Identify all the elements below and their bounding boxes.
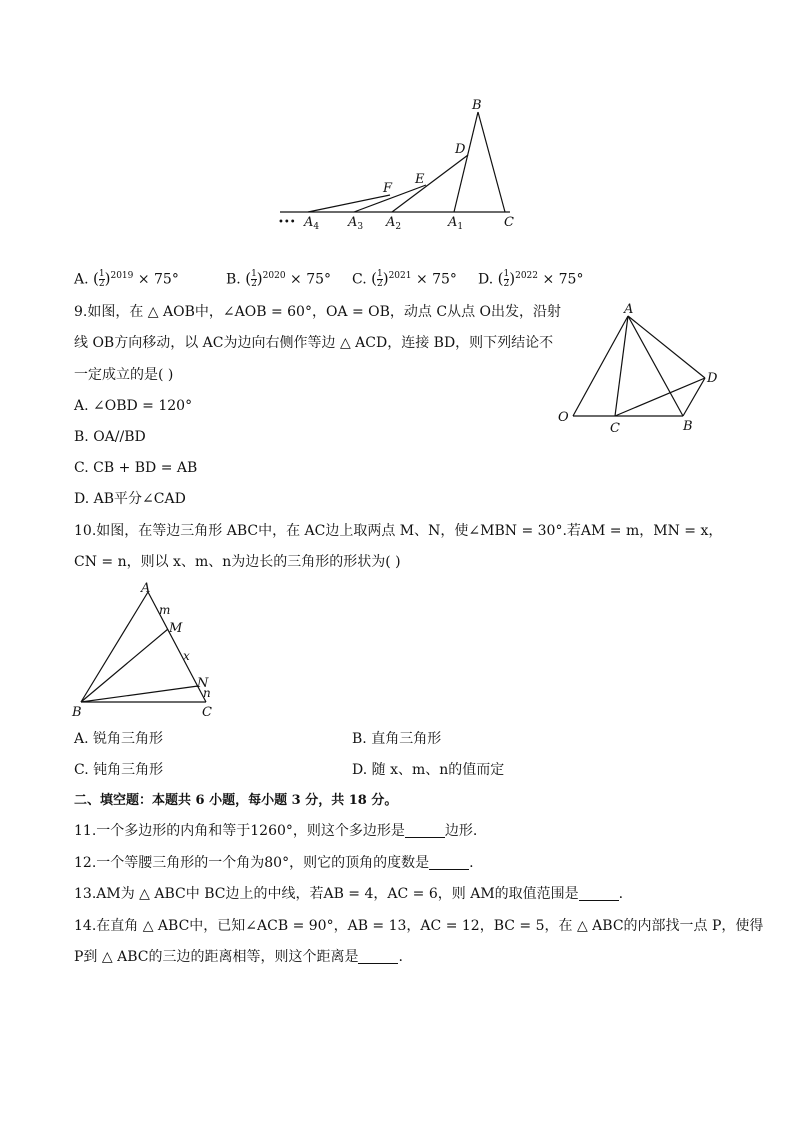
segment-o-a [573,316,628,416]
segment-b-n [81,686,198,702]
label-o: O [558,410,569,425]
q8-option-b: B. ( $\frac{1}{2}$ )$^{2020}$ × 75° [226,269,332,290]
q9-line-3: 一定成立的是( ) [74,367,174,383]
label-a4: $A_4$ [304,215,320,232]
figure-q8 [270,95,530,235]
q10-option-d: D. 随 x、m、n的值而定 [352,762,505,778]
q8-option-a: A. ( $\frac{1}{2}$ )$^{2019}$ × 75° [74,269,179,290]
q9-line-2: 线 OB方向移动，以 AC为边向右侧作等边 △ ACD，连接 BD，则下列结论不 [74,335,554,351]
segment-a1-b [454,112,478,212]
label-c: C [610,421,620,436]
q12: 12.一个等腰三角形的一个角为80°，则它的顶角的度数是 . [74,855,474,871]
label-a: A [141,581,151,596]
label-dots: ••• [278,217,296,228]
label-e: E [415,172,425,187]
segment-a-c [615,316,628,416]
q10-line-1: 10.如图，在等边三角形 ABC中，在 AC边上取两点 M、N，使∠MBN = 30°.若AM = m，MN = x， [74,523,723,539]
label-n-small: n [203,686,211,700]
label-b: B [683,419,693,434]
q13-answer-blank[interactable] [579,886,619,901]
q14-line-1: 14.在直角 △ ABC中，已知∠ACB = 90°，AB = 13，AC = 12，BC = 5，在 △ ABC的内部找一点 P，使得 [74,918,764,934]
label-b: B [472,98,482,113]
q12-answer-blank[interactable] [429,855,469,870]
q9-option-a: A. ∠OBD = 120° [74,398,193,414]
label-f: F [383,181,393,196]
label-a: A [624,302,634,317]
segment-a-b [628,316,683,416]
segment-b-a [81,592,148,702]
label-a2: $A_2$ [386,215,402,232]
q10-option-c: C. 钝角三角形 [74,762,164,778]
q8-option-d: D. ( $\frac{1}{2}$ )$^{2022}$ × 75° [478,269,584,290]
label-m: M [169,621,183,636]
q14-line-2: P到 △ ABC的三边的距离相等，则这个距离是 . [74,949,403,965]
q10-line-2: CN = n，则以 x、m、n为边长的三角形的形状为( ) [74,554,401,570]
label-a3: $A_3$ [348,215,364,232]
label-d: D [707,371,718,386]
q9-line-1: 9.如图，在 △ AOB中，∠AOB = 60°，OA = OB，动点 C从点 O出发，沿射 [74,304,562,320]
q13: 13.AM为 △ ABC中 BC边上的中线，若AB = 4，AC = 6，则 AM的取值范围是 . [74,886,624,902]
segment-b-c [478,112,505,212]
section-title: 二、填空题：本题共 6 小题，每小题 3 分，共 18 分。 [74,793,398,808]
segment-a-d [628,316,705,378]
q10-option-b: B. 直角三角形 [352,731,442,747]
figure-q10 [68,578,228,718]
label-x: x [183,649,190,663]
q11: 11.一个多边形的内角和等于1260°，则这个多边形是 边形. [74,823,478,839]
figure-q9 [555,300,735,440]
label-c: C [504,215,514,230]
q9-option-c: C. CB + BD = AB [74,460,198,476]
label-n: N [197,676,209,691]
segment-b-m [81,629,168,702]
segment-c-d [615,378,705,416]
q9-option-b: B. OA//BD [74,429,146,445]
label-a1: $A_1$ [448,215,464,232]
q14-answer-blank[interactable] [358,949,398,964]
label-b: B [72,705,82,718]
q11-answer-blank[interactable] [405,823,445,838]
q10-option-a: A. 锐角三角形 [74,731,164,747]
label-c: C [202,705,212,718]
q9-option-d: D. AB平分∠CAD [74,491,186,507]
label-d: D [455,142,466,157]
q8-option-c: C. ( $\frac{1}{2}$ )$^{2021}$ × 75° [352,269,457,290]
label-m-small: m [159,603,171,617]
segment-b-d [683,378,705,416]
